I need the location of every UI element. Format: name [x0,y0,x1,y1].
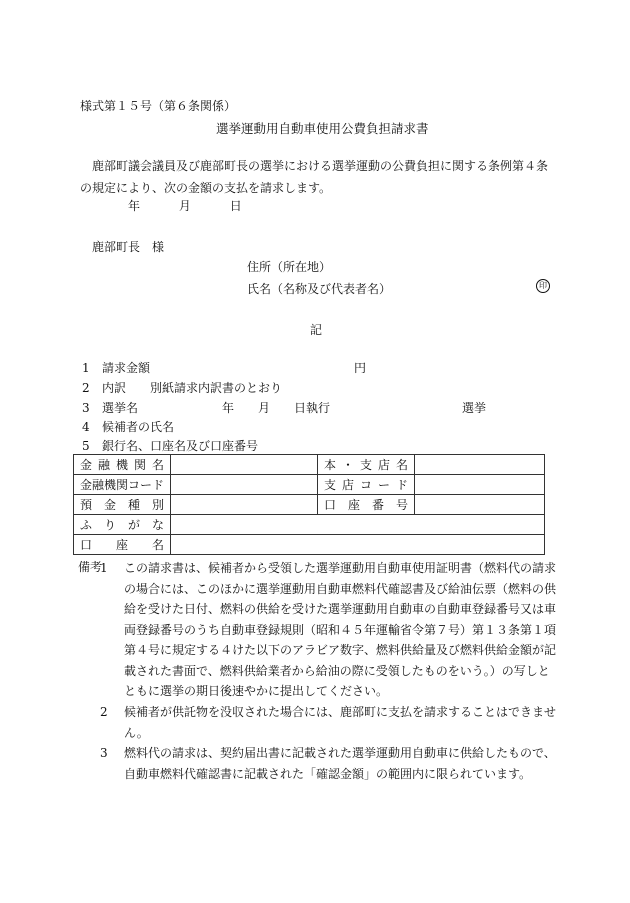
account-name-label: 口座名 [74,535,171,555]
item-claim-amount: 1 請求金額 円 [82,361,367,375]
deposit-type-label: 預金種別 [74,495,171,515]
note-item: 1 この請求書は、候補者から受領した選挙運動用自動車使用証明書（燃料代の請求の場合には、このほかに選挙運動用自動車燃料代確認書及び給油伝票（燃料の供給を受けた日付、燃料の供給を受けた選挙運動用自動車の自動車登録番号又は車両登録番号のうち自動車登録規則（昭和４５年運輸省令第７号）第１３条第１項第４号に規定する４けた以下のアラビア数字、燃料供給量及び燃料供給金額が記載された書面で、燃料供給業者から給油の際に受領したものをいう。）の写しとともに選挙の期日後速やかに提出してください。 [100,561,557,698]
ki-heading: 記 [310,323,323,337]
table-row [74,535,545,555]
date-day: 日 [229,199,242,213]
bank-name-field[interactable] [171,455,318,475]
notes-heading: 備考 [78,560,103,574]
request-paragraph: 鹿部町議会議員及び鹿部町長の選挙における選挙運動の公費負担に関する条例第４条の規定により、次の金額の支払を請求します。 [80,159,549,195]
account-name-field[interactable] [171,535,545,555]
account-number-field[interactable] [415,495,545,515]
furigana-label: ふりがな [74,515,171,535]
item-candidate-name: 4 候補者の氏名 [82,420,175,434]
name-label: 氏名（名称及び代表者名） [247,282,392,296]
form-number: 様式第１５号（第６条関係） [80,99,237,113]
date-year: 年 [128,199,141,213]
deposit-type-field[interactable] [171,495,318,515]
bank-name-label: 金融機関名 [74,455,171,475]
date-month: 月 [178,199,191,213]
bank-code-label: 金融機関コード [74,475,171,495]
addressee: 鹿部町長 様 [92,240,165,254]
date-line [128,197,277,214]
table-row [74,455,545,475]
note-item: 2 候補者が供託物を没収された場合には、鹿部町に支払を請求することはできません。 [100,705,557,740]
branch-code-field[interactable] [415,475,545,495]
account-number-label: 口座番号 [318,495,415,515]
address-label: 住所（所在地） [247,260,332,274]
furigana-field[interactable] [171,515,545,535]
seal-mark: 印 [536,279,550,293]
note-item: 3 燃料代の請求は、契約届出書に記載された選挙運動用自動車に供給したもので、自動車燃料代確認書に記載された「確認金額」の範囲内に限られています。 [100,746,556,781]
branch-code-label: 支店コード [318,475,415,495]
item-election-name: 3 選挙名 年 月 日執行 選挙 [82,401,487,415]
bank-table [73,454,545,555]
table-row [74,495,545,515]
bank-code-field[interactable] [171,475,318,495]
item-bank-info: 5 銀行名、口座名及び口座番号 [82,439,259,453]
table-row [74,515,545,535]
branch-field[interactable] [415,455,545,475]
branch-label: 本・支店名 [318,455,415,475]
item-breakdown: 2 内訳 別紙請求内訳書のとおり [82,381,283,395]
table-row [74,475,545,495]
document-title: 選挙運動用自動車使用公費負担請求書 [216,121,429,136]
